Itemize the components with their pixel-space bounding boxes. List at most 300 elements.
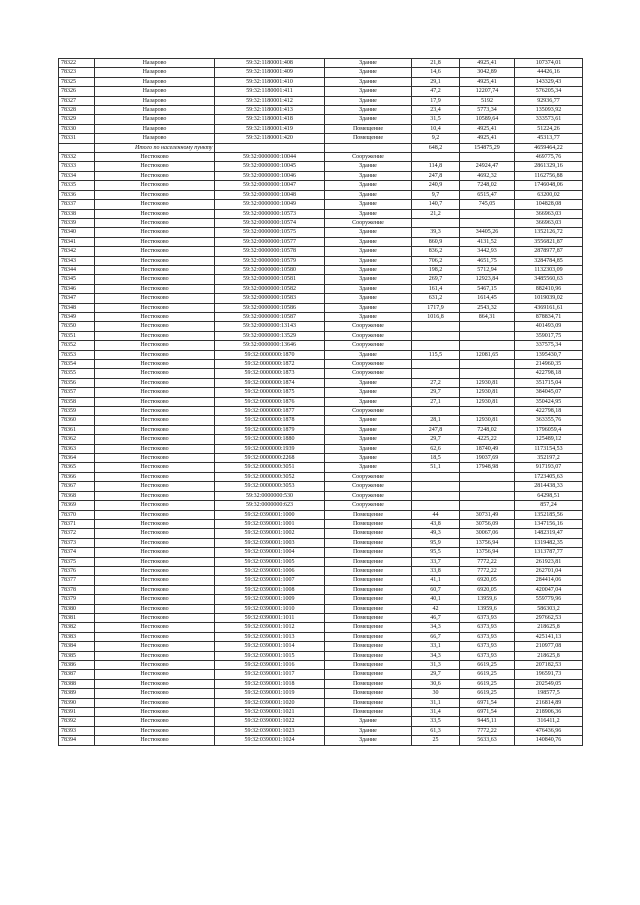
object-type-cell: Здание xyxy=(325,425,412,434)
object-type-cell: Здание xyxy=(325,275,412,284)
cadastral-value-cell: 1482319,47 xyxy=(515,529,583,538)
specific-value-cell: 12930,81 xyxy=(460,416,515,425)
object-type-cell: Помещение xyxy=(325,134,412,143)
area-cell: 30,6 xyxy=(412,679,460,688)
settlement-cell: Нестюково xyxy=(95,369,215,378)
table-body xyxy=(59,59,583,746)
settlement-cell: Нестюково xyxy=(95,623,215,632)
table-row xyxy=(59,322,583,331)
cadastral-value-cell: 1319482,35 xyxy=(515,538,583,547)
specific-value-cell: 5773,34 xyxy=(460,106,515,115)
row-number-cell: 78337 xyxy=(59,200,95,209)
subtotal-row xyxy=(59,143,583,152)
row-number-cell: 78379 xyxy=(59,595,95,604)
row-number-cell: 78327 xyxy=(59,96,95,105)
cadastral-number-cell: 59:32:0390001:1015 xyxy=(215,651,325,660)
area-cell: 33,8 xyxy=(412,566,460,575)
settlement-cell: Нестюково xyxy=(95,341,215,350)
cadastral-value-cell: 140840,76 xyxy=(515,736,583,745)
table-row xyxy=(59,689,583,698)
area-cell: 41,1 xyxy=(412,576,460,585)
settlement-cell: Нестюково xyxy=(95,689,215,698)
specific-value-cell: 7772,22 xyxy=(460,557,515,566)
object-type-cell: Помещение xyxy=(325,510,412,519)
cadastral-value-cell: 261923,81 xyxy=(515,557,583,566)
cadastral-number-cell: 59:32:1180001:419 xyxy=(215,124,325,133)
cadastral-number-cell: 59:32:1180001:413 xyxy=(215,106,325,115)
area-cell: 47,2 xyxy=(412,87,460,96)
cadastral-number-cell: 59:32:0000000:530 xyxy=(215,491,325,500)
cadastral-number-cell: 59:32:0390001:1001 xyxy=(215,519,325,528)
cadastral-number-cell: 59:32:1180001:411 xyxy=(215,87,325,96)
cadastral-value-cell: 1313787,77 xyxy=(515,548,583,557)
area-cell: 30 xyxy=(412,689,460,698)
table-row xyxy=(59,378,583,387)
cadastral-value-cell: 878834,71 xyxy=(515,312,583,321)
object-type-cell: Здание xyxy=(325,312,412,321)
settlement-cell: Нестюково xyxy=(95,585,215,594)
specific-value-cell: 19037,69 xyxy=(460,454,515,463)
table-row xyxy=(59,256,583,265)
area-cell: 29,7 xyxy=(412,388,460,397)
specific-value-cell: 745,05 xyxy=(460,200,515,209)
cadastral-number-cell: 59:32:0000000:10587 xyxy=(215,312,325,321)
area-cell: 95,5 xyxy=(412,548,460,557)
cadastral-value-cell: 1395430,7 xyxy=(515,350,583,359)
row-number-cell: 78361 xyxy=(59,425,95,434)
object-type-cell: Сооружение xyxy=(325,482,412,491)
object-type-cell: Сооружение xyxy=(325,322,412,331)
area-cell: 34,3 xyxy=(412,651,460,660)
cadastral-value-cell: 316411,2 xyxy=(515,717,583,726)
row-number-cell: 78350 xyxy=(59,322,95,331)
table-row xyxy=(59,369,583,378)
cadastral-value-cell: 2878977,87 xyxy=(515,247,583,256)
specific-value-cell: 1614,45 xyxy=(460,294,515,303)
table-row xyxy=(59,407,583,416)
area-cell: 198,2 xyxy=(412,265,460,274)
object-type-cell: Помещение xyxy=(325,538,412,547)
specific-value-cell: 13756,94 xyxy=(460,548,515,557)
cadastral-value-cell: 1746048,06 xyxy=(515,181,583,190)
object-type-cell: Сооружение xyxy=(325,153,412,162)
row-number-cell: 78362 xyxy=(59,435,95,444)
object-type-cell: Здание xyxy=(325,416,412,425)
table-row xyxy=(59,557,583,566)
settlement-cell: Нестюково xyxy=(95,435,215,444)
specific-value-cell: 34405,26 xyxy=(460,228,515,237)
settlement-cell: Нестюково xyxy=(95,698,215,707)
area-cell xyxy=(412,322,460,331)
row-number-cell: 78381 xyxy=(59,613,95,622)
settlement-cell: Нестюково xyxy=(95,642,215,651)
specific-value-cell: 5192 xyxy=(460,96,515,105)
table-row xyxy=(59,360,583,369)
area-cell: 860,9 xyxy=(412,237,460,246)
area-cell xyxy=(412,331,460,340)
specific-value-cell: 12923,84 xyxy=(460,275,515,284)
row-number-cell: 78386 xyxy=(59,661,95,670)
row-number-cell: 78363 xyxy=(59,444,95,453)
cadastral-value-cell: 882410,96 xyxy=(515,284,583,293)
specific-value-cell xyxy=(460,407,515,416)
cadastral-number-cell: 59:32:0390001:1021 xyxy=(215,708,325,717)
cadastral-number-cell: 59:32:0390001:1002 xyxy=(215,529,325,538)
area-cell: 27,2 xyxy=(412,378,460,387)
object-type-cell: Помещение xyxy=(325,689,412,698)
object-type-cell: Здание xyxy=(325,115,412,124)
specific-value-cell: 6373,93 xyxy=(460,623,515,632)
row-number-cell: 78369 xyxy=(59,501,95,510)
table-row xyxy=(59,501,583,510)
object-type-cell: Помещение xyxy=(325,698,412,707)
table-row xyxy=(59,482,583,491)
cadastral-value-cell: 51224,26 xyxy=(515,124,583,133)
cadastral-value-cell: 202549,05 xyxy=(515,679,583,688)
specific-value-cell xyxy=(460,491,515,500)
specific-value-cell: 4925,41 xyxy=(460,77,515,86)
row-number-cell: 78366 xyxy=(59,472,95,481)
object-type-cell: Здание xyxy=(325,454,412,463)
cadastral-number-cell: 59:32:0000000:10579 xyxy=(215,256,325,265)
settlement-cell: Нестюково xyxy=(95,275,215,284)
object-type-cell: Здание xyxy=(325,106,412,115)
row-number-cell: 78322 xyxy=(59,59,95,68)
area-cell: 161,4 xyxy=(412,284,460,293)
table-row xyxy=(59,585,583,594)
settlement-cell: Назарово xyxy=(95,115,215,124)
cadastral-value-cell: 214960,35 xyxy=(515,360,583,369)
settlement-cell: Нестюково xyxy=(95,519,215,528)
specific-value-cell: 6619,25 xyxy=(460,670,515,679)
row-number-cell: 78326 xyxy=(59,87,95,96)
specific-value-cell xyxy=(460,322,515,331)
object-type-cell: Помещение xyxy=(325,595,412,604)
specific-value-cell: 4651,75 xyxy=(460,256,515,265)
area-cell: 10,4 xyxy=(412,124,460,133)
area-cell: 9,7 xyxy=(412,190,460,199)
cadastral-number-cell: 59:32:0390001:1003 xyxy=(215,538,325,547)
row-number-cell: 78347 xyxy=(59,294,95,303)
object-type-cell: Сооружение xyxy=(325,491,412,500)
row-number-cell: 78329 xyxy=(59,115,95,124)
settlement-cell: Назарово xyxy=(95,77,215,86)
area-cell xyxy=(412,491,460,500)
area-cell xyxy=(412,501,460,510)
settlement-cell: Нестюково xyxy=(95,595,215,604)
area-cell xyxy=(412,360,460,369)
table-row xyxy=(59,350,583,359)
row-number-cell: 78385 xyxy=(59,651,95,660)
area-cell: 31,1 xyxy=(412,698,460,707)
object-type-cell: Здание xyxy=(325,96,412,105)
area-cell: 31,4 xyxy=(412,708,460,717)
specific-value-cell xyxy=(460,341,515,350)
object-type-cell: Здание xyxy=(325,303,412,312)
cadastral-value-cell: 143329,43 xyxy=(515,77,583,86)
table-row xyxy=(59,397,583,406)
table-row xyxy=(59,218,583,227)
settlement-cell: Нестюково xyxy=(95,312,215,321)
area-cell: 61,3 xyxy=(412,726,460,735)
settlement-cell: Нестюково xyxy=(95,303,215,312)
cadastral-value-cell: 135093,92 xyxy=(515,106,583,115)
area-cell: 66,7 xyxy=(412,632,460,641)
cadastral-number-cell: 59:32:0390001:1022 xyxy=(215,717,325,726)
specific-value-cell: 6920,05 xyxy=(460,576,515,585)
cadastral-value-cell: 476436,96 xyxy=(515,726,583,735)
settlement-cell: Нестюково xyxy=(95,209,215,218)
settlement-cell: Нестюково xyxy=(95,397,215,406)
cadastral-value-cell: 1019039,02 xyxy=(515,294,583,303)
table-row xyxy=(59,463,583,472)
specific-value-cell: 30756,09 xyxy=(460,519,515,528)
object-type-cell: Помещение xyxy=(325,604,412,613)
table-row xyxy=(59,416,583,425)
area-cell: 247,8 xyxy=(412,425,460,434)
area-cell: 62,6 xyxy=(412,444,460,453)
area-cell: 29,1 xyxy=(412,77,460,86)
row-number-cell: 78357 xyxy=(59,388,95,397)
settlement-cell: Нестюково xyxy=(95,454,215,463)
area-cell: 44 xyxy=(412,510,460,519)
object-type-cell: Здание xyxy=(325,87,412,96)
area-cell xyxy=(412,407,460,416)
object-type-cell: Здание xyxy=(325,209,412,218)
specific-value-cell: 30731,49 xyxy=(460,510,515,519)
cadastral-value-cell: 857,24 xyxy=(515,501,583,510)
settlement-cell: Нестюково xyxy=(95,284,215,293)
cadastral-value-cell: 1723405,63 xyxy=(515,472,583,481)
area-cell: 29,7 xyxy=(412,435,460,444)
settlement-cell: Нестюково xyxy=(95,162,215,171)
table-row xyxy=(59,670,583,679)
cadastral-value-cell: 3284784,85 xyxy=(515,256,583,265)
area-cell: 114,8 xyxy=(412,162,460,171)
cadastral-value-cell: 351715,04 xyxy=(515,378,583,387)
row-number-cell: 78346 xyxy=(59,284,95,293)
row-number-cell: 78353 xyxy=(59,350,95,359)
cadastral-value-cell: 559779,96 xyxy=(515,595,583,604)
cadastral-number-cell: 59:32:0000000:1873 xyxy=(215,369,325,378)
object-type-cell: Помещение xyxy=(325,670,412,679)
table-row xyxy=(59,171,583,180)
cadastral-value-cell: 104828,08 xyxy=(515,200,583,209)
row-number-cell: 78352 xyxy=(59,341,95,350)
area-cell: 33,7 xyxy=(412,557,460,566)
settlement-cell: Нестюково xyxy=(95,265,215,274)
cadastral-number-cell: 59:32:1180001:410 xyxy=(215,77,325,86)
area-cell: 39,3 xyxy=(412,228,460,237)
table-row xyxy=(59,275,583,284)
specific-value-cell: 5633,63 xyxy=(460,736,515,745)
settlement-cell: Назарово xyxy=(95,124,215,133)
settlement-cell: Назарово xyxy=(95,59,215,68)
cadastral-number-cell: 59:32:0000000:10578 xyxy=(215,247,325,256)
object-type-cell: Помещение xyxy=(325,642,412,651)
settlement-cell: Нестюково xyxy=(95,153,215,162)
cadastral-number-cell: 59:32:0000000:1879 xyxy=(215,425,325,434)
specific-value-cell: 6515,47 xyxy=(460,190,515,199)
settlement-cell: Нестюково xyxy=(95,247,215,256)
cadastral-value-cell: 333573,61 xyxy=(515,115,583,124)
cadastral-value-cell: 196591,73 xyxy=(515,670,583,679)
cadastral-value-cell: 359017,75 xyxy=(515,331,583,340)
cadastral-number-cell: 59:32:1180001:420 xyxy=(215,134,325,143)
settlement-cell: Нестюково xyxy=(95,566,215,575)
row-number-cell: 78373 xyxy=(59,538,95,547)
cadastral-number-cell: 59:32:0390001:1000 xyxy=(215,510,325,519)
table-row xyxy=(59,134,583,143)
specific-value-cell: 6619,25 xyxy=(460,689,515,698)
row-number-cell: 78333 xyxy=(59,162,95,171)
cadastral-number-cell: 59:32:0390001:1012 xyxy=(215,623,325,632)
specific-value-cell: 17948,98 xyxy=(460,463,515,472)
cadastral-value-cell: 92936,77 xyxy=(515,96,583,105)
cadastral-value-cell: 917193,07 xyxy=(515,463,583,472)
object-type-cell: Помещение xyxy=(325,519,412,528)
table-row xyxy=(59,632,583,641)
cadastral-number-cell: 59:32:0000000:10047 xyxy=(215,181,325,190)
object-type-cell: Сооружение xyxy=(325,218,412,227)
cadastral-number-cell: 59:32:0000000:10581 xyxy=(215,275,325,284)
cadastral-value-cell: 337575,34 xyxy=(515,341,583,350)
cadastral-value-cell: 366963,03 xyxy=(515,218,583,227)
row-number-cell: 78334 xyxy=(59,171,95,180)
cadastral-number-cell: 59:32:0000000:10577 xyxy=(215,237,325,246)
row-number-cell: 78338 xyxy=(59,209,95,218)
settlement-cell: Нестюково xyxy=(95,726,215,735)
table-row xyxy=(59,623,583,632)
specific-value-cell: 18740,49 xyxy=(460,444,515,453)
specific-value-cell xyxy=(460,153,515,162)
area-cell: 631,2 xyxy=(412,294,460,303)
settlement-cell: Нестюково xyxy=(95,538,215,547)
row-number-cell: 78378 xyxy=(59,585,95,594)
object-type-cell: Здание xyxy=(325,388,412,397)
specific-value-cell xyxy=(460,501,515,510)
cadastral-number-cell: 59:32:0000000:10045 xyxy=(215,162,325,171)
specific-value-cell: 154875,29 xyxy=(460,143,515,152)
cadastral-number-cell: 59:32:0000000:10046 xyxy=(215,171,325,180)
area-cell: 28,1 xyxy=(412,416,460,425)
settlement-cell: Нестюково xyxy=(95,548,215,557)
table-row xyxy=(59,59,583,68)
object-type-cell: Здание xyxy=(325,59,412,68)
table-row xyxy=(59,331,583,340)
area-cell xyxy=(412,218,460,227)
settlement-cell: Нестюково xyxy=(95,181,215,190)
specific-value-cell: 6373,93 xyxy=(460,613,515,622)
cadastral-number-cell: 59:32:0390001:1004 xyxy=(215,548,325,557)
settlement-cell: Нестюково xyxy=(95,472,215,481)
row-number-cell: 78380 xyxy=(59,604,95,613)
area-cell: 29,7 xyxy=(412,670,460,679)
cadastral-value-cell: 350424,95 xyxy=(515,397,583,406)
object-type-cell: Здание xyxy=(325,736,412,745)
area-cell: 46,7 xyxy=(412,613,460,622)
object-type-cell: Сооружение xyxy=(325,472,412,481)
cadastral-value-cell: 262701,04 xyxy=(515,566,583,575)
row-number-cell: 78325 xyxy=(59,77,95,86)
row-number-cell: 78354 xyxy=(59,360,95,369)
table-row xyxy=(59,595,583,604)
object-type-cell: Здание xyxy=(325,200,412,209)
cadastral-value-cell: 45313,77 xyxy=(515,134,583,143)
cadastral-number-cell: 59:32:0000000:10583 xyxy=(215,294,325,303)
object-type-cell: Сооружение xyxy=(325,341,412,350)
table-row xyxy=(59,124,583,133)
object-type-cell: Сооружение xyxy=(325,369,412,378)
table-row xyxy=(59,435,583,444)
document-sheet xyxy=(58,58,582,746)
area-cell: 140,7 xyxy=(412,200,460,209)
object-type-cell: Здание xyxy=(325,256,412,265)
table-row xyxy=(59,651,583,660)
cadastral-number-cell: 59:32:0000000:10574 xyxy=(215,218,325,227)
cadastral-number-cell: 59:32:1180001:408 xyxy=(215,59,325,68)
specific-value-cell: 5712,94 xyxy=(460,265,515,274)
table-row xyxy=(59,444,583,453)
settlement-cell: Нестюково xyxy=(95,463,215,472)
settlement-cell: Нестюково xyxy=(95,717,215,726)
table-row xyxy=(59,548,583,557)
object-type-cell: Здание xyxy=(325,350,412,359)
cadastral-number-cell: 59:32:0390001:1009 xyxy=(215,595,325,604)
cadastral-number-cell: 59:32:0000000:10048 xyxy=(215,190,325,199)
specific-value-cell: 7772,22 xyxy=(460,726,515,735)
row-number-cell: 78348 xyxy=(59,303,95,312)
cadastral-value-cell: 422798,18 xyxy=(515,407,583,416)
specific-value-cell: 30067,06 xyxy=(460,529,515,538)
table-row xyxy=(59,510,583,519)
settlement-cell: Нестюково xyxy=(95,670,215,679)
table-row xyxy=(59,162,583,171)
table-row xyxy=(59,200,583,209)
specific-value-cell xyxy=(460,482,515,491)
cadastral-value-cell: 63200,02 xyxy=(515,190,583,199)
table-row xyxy=(59,265,583,274)
cadastral-number-cell xyxy=(215,143,325,152)
cadastral-number-cell: 59:32:0390001:1014 xyxy=(215,642,325,651)
specific-value-cell: 2543,32 xyxy=(460,303,515,312)
area-cell: 31,5 xyxy=(412,115,460,124)
specific-value-cell: 6619,25 xyxy=(460,661,515,670)
table-row xyxy=(59,388,583,397)
settlement-cell: Нестюково xyxy=(95,228,215,237)
settlement-cell: Нестюково xyxy=(95,360,215,369)
row-number-cell: 78382 xyxy=(59,623,95,632)
settlement-cell: Нестюково xyxy=(95,736,215,745)
area-cell: 42 xyxy=(412,604,460,613)
cadastral-value-cell: 3485560,63 xyxy=(515,275,583,284)
settlement-cell: Назарово xyxy=(95,96,215,105)
specific-value-cell: 7248,02 xyxy=(460,181,515,190)
row-number-cell: 78330 xyxy=(59,124,95,133)
cadastral-number-cell: 59:32:0000000:10580 xyxy=(215,265,325,274)
cadastral-number-cell: 59:32:0390001:1006 xyxy=(215,566,325,575)
settlement-cell: Нестюково xyxy=(95,190,215,199)
row-number-cell: 78377 xyxy=(59,576,95,585)
cadastral-number-cell: 59:32:0000000:13529 xyxy=(215,331,325,340)
cadastral-number-cell: 59:32:0000000:10575 xyxy=(215,228,325,237)
cadastral-value-cell: 1352126,72 xyxy=(515,228,583,237)
specific-value-cell: 6373,93 xyxy=(460,632,515,641)
cadastral-value-cell: 2861329,16 xyxy=(515,162,583,171)
table-row xyxy=(59,153,583,162)
specific-value-cell: 3442,93 xyxy=(460,247,515,256)
object-type-cell: Здание xyxy=(325,237,412,246)
